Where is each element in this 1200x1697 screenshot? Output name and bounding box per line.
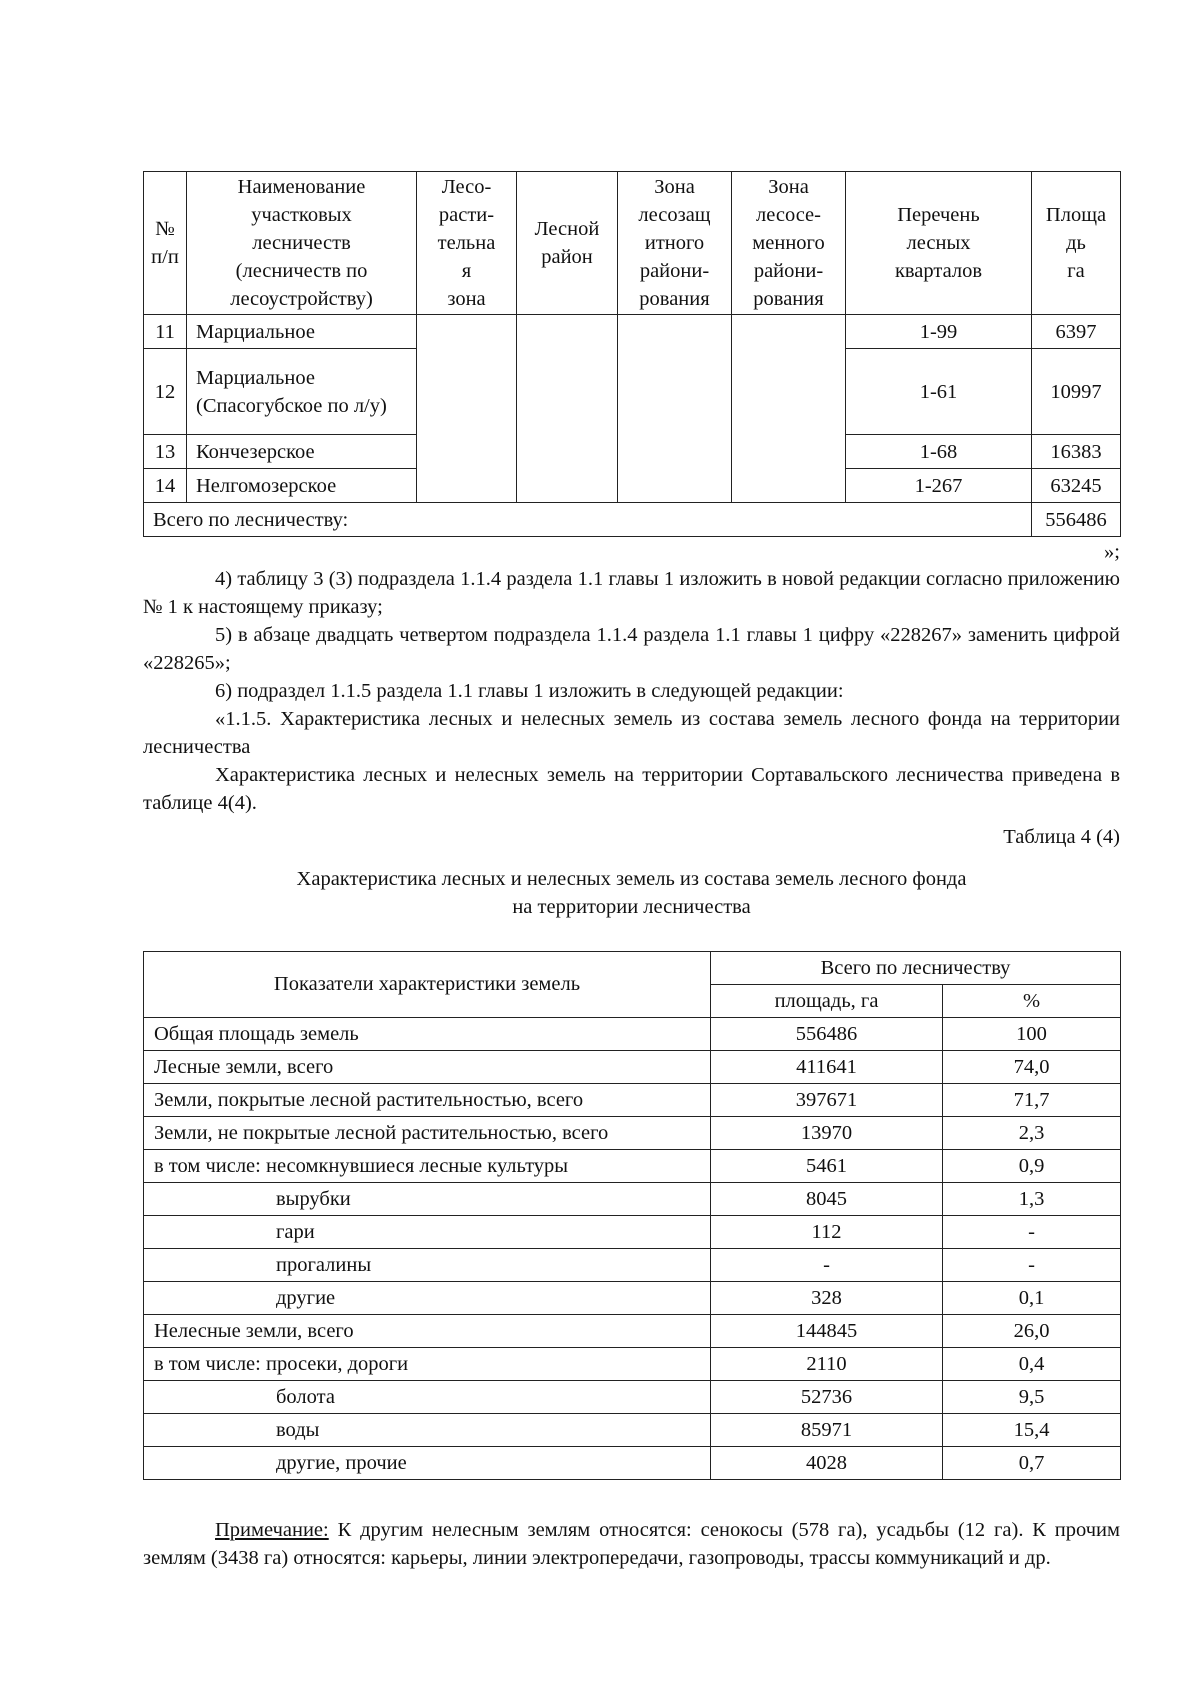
- table-row: [144, 1183, 1121, 1216]
- paragraph-4: 4) таблицу 3 (3) подраздела 1.1.4 раздела 1.1 главы 1 изложить в новой редакции согласно приложению № 1 к настоящему приказу;: [143, 568, 1120, 618]
- header-seed-zone: Зона лесосе- менного райони- рования: [732, 172, 846, 315]
- table-caption: Таблица 4 (4): [1003, 826, 1120, 848]
- row-area: 16383: [1032, 435, 1121, 469]
- row-pct: 74,0: [943, 1051, 1121, 1084]
- header-name: Наименование участковых лесничеств (лесничеств по лесоустройству): [187, 172, 417, 315]
- row-label: прогалины: [144, 1249, 711, 1282]
- row-label: другие, прочие: [144, 1447, 711, 1480]
- header-total: Всего по лесничеству: [711, 952, 1121, 985]
- table-row: [144, 315, 1121, 349]
- merged-veg-zone-cell: [417, 315, 517, 503]
- row-pct: -: [943, 1216, 1121, 1249]
- table-row: [144, 1117, 1121, 1150]
- row-label: Нелесные земли, всего: [144, 1315, 711, 1348]
- header-quarters: Перечень лесных кварталов: [846, 172, 1032, 315]
- row-area: 328: [711, 1282, 943, 1315]
- table-row: [144, 1084, 1121, 1117]
- table-row: [144, 1216, 1121, 1249]
- row-area: 112: [711, 1216, 943, 1249]
- table-row: [144, 1348, 1121, 1381]
- header-forest-district: Лесной район: [517, 172, 618, 315]
- quote-end: »;: [1104, 541, 1120, 563]
- paragraph-6: 6) подраздел 1.1.5 раздела 1.1 главы 1 изложить в следующей редакции:: [215, 680, 844, 702]
- row-quarters: 1-68: [846, 435, 1032, 469]
- note-text: К другим нелесным землям относятся: сенокосы (578 га), усадьбы (12 га). К прочим землям (3438 га) относятся: карьеры, линии электропередачи, газопроводы, трассы коммуникаций и др.: [143, 1519, 1120, 1569]
- table-title-line-2: на территории лесничества: [512, 896, 751, 918]
- row-area: 2110: [711, 1348, 943, 1381]
- row-area: 6397: [1032, 315, 1121, 349]
- row-quarters: 1-99: [846, 315, 1032, 349]
- row-area: 10997: [1032, 349, 1121, 435]
- header-num: № п/п: [144, 172, 187, 315]
- row-area: 85971: [711, 1414, 943, 1447]
- merged-protect-zone-cell: [618, 315, 732, 503]
- row-pct: 71,7: [943, 1084, 1121, 1117]
- row-label: в том числе: просеки, дороги: [144, 1348, 711, 1381]
- row-area: -: [711, 1249, 943, 1282]
- header-indicator: Показатели характеристики земель: [144, 952, 711, 1018]
- row-area: 411641: [711, 1051, 943, 1084]
- table-row: [144, 1414, 1121, 1447]
- paragraph-5: 5) в абзаце двадцать четвертом подраздела 1.1.4 раздела 1.1 главы 1 цифру «228267» заменить цифрой «228265»;: [143, 624, 1120, 674]
- row-label: другие: [144, 1282, 711, 1315]
- document-page: [143, 171, 1120, 1572]
- row-quarters: 1-267: [846, 469, 1032, 503]
- table-row: [144, 1051, 1121, 1084]
- paragraph-7: «1.1.5. Характеристика лесных и нелесных земель из состава земель лесного фонда на территории лесничества: [143, 708, 1120, 758]
- total-row: [144, 503, 1121, 537]
- row-label: Общая площадь земель: [144, 1018, 711, 1051]
- row-label: в том числе: несомкнувшиеся лесные культуры: [144, 1150, 711, 1183]
- row-pct: 100: [943, 1018, 1121, 1051]
- row-name: Нелгомозерское: [187, 469, 417, 503]
- row-name: Марциальное: [187, 315, 417, 349]
- table-title: [143, 865, 1120, 921]
- paragraph-8: Характеристика лесных и нелесных земель на территории Сортавальского лесничества приведена в таблице 4(4).: [143, 764, 1120, 814]
- row-label: вырубки: [144, 1183, 711, 1216]
- table-row: [144, 1447, 1121, 1480]
- land-characteristics-table: [143, 951, 1121, 1480]
- row-pct: -: [943, 1249, 1121, 1282]
- row-pct: 1,3: [943, 1183, 1121, 1216]
- row-label: воды: [144, 1414, 711, 1447]
- table-row: [144, 1315, 1121, 1348]
- merged-forest-district-cell: [517, 315, 618, 503]
- table-row: [144, 1018, 1121, 1051]
- row-label: Лесные земли, всего: [144, 1051, 711, 1084]
- row-label: гари: [144, 1216, 711, 1249]
- total-area: 556486: [1032, 503, 1121, 537]
- row-quarters: 1-61: [846, 349, 1032, 435]
- row-pct: 0,9: [943, 1150, 1121, 1183]
- row-area: 556486: [711, 1018, 943, 1051]
- note-paragraph: [143, 1516, 1120, 1572]
- merged-seed-zone-cell: [732, 315, 846, 503]
- forestry-quarters-table: [143, 171, 1121, 537]
- total-label: Всего по лесничеству:: [144, 503, 1032, 537]
- row-area: 8045: [711, 1183, 943, 1216]
- row-area: 13970: [711, 1117, 943, 1150]
- row-pct: 15,4: [943, 1414, 1121, 1447]
- row-area: 52736: [711, 1381, 943, 1414]
- table-row: [144, 1282, 1121, 1315]
- row-pct: 0,1: [943, 1282, 1121, 1315]
- row-label: Земли, не покрытые лесной растительностью, всего: [144, 1117, 711, 1150]
- row-pct: 2,3: [943, 1117, 1121, 1150]
- row-num: 11: [144, 315, 187, 349]
- row-num: 12: [144, 349, 187, 435]
- row-pct: 9,5: [943, 1381, 1121, 1414]
- row-num: 13: [144, 435, 187, 469]
- table-row: [144, 1150, 1121, 1183]
- table-row: [144, 1249, 1121, 1282]
- row-name: Кончезерское: [187, 435, 417, 469]
- row-pct: 26,0: [943, 1315, 1121, 1348]
- table-title-line-1: Характеристика лесных и нелесных земель из состава земель лесного фонда: [296, 868, 967, 890]
- row-num: 14: [144, 469, 187, 503]
- row-area: 4028: [711, 1447, 943, 1480]
- row-pct: 0,7: [943, 1447, 1121, 1480]
- row-label: болота: [144, 1381, 711, 1414]
- table-row: [144, 1381, 1121, 1414]
- header-pct: %: [943, 985, 1121, 1018]
- header-area: Площа дь га: [1032, 172, 1121, 315]
- row-area: 397671: [711, 1084, 943, 1117]
- row-name: Марциальное (Спасогубское по л/у): [187, 349, 417, 435]
- row-area: 63245: [1032, 469, 1121, 503]
- header-area: площадь, га: [711, 985, 943, 1018]
- row-area: 5461: [711, 1150, 943, 1183]
- row-area: 144845: [711, 1315, 943, 1348]
- header-protect-zone: Зона лесозащ итного райони- рования: [618, 172, 732, 315]
- row-pct: 0,4: [943, 1348, 1121, 1381]
- note-label: Примечание:: [215, 1519, 329, 1541]
- row-label: Земли, покрытые лесной растительностью, всего: [144, 1084, 711, 1117]
- header-veg-zone: Лесо- расти- тельна я зона: [417, 172, 517, 315]
